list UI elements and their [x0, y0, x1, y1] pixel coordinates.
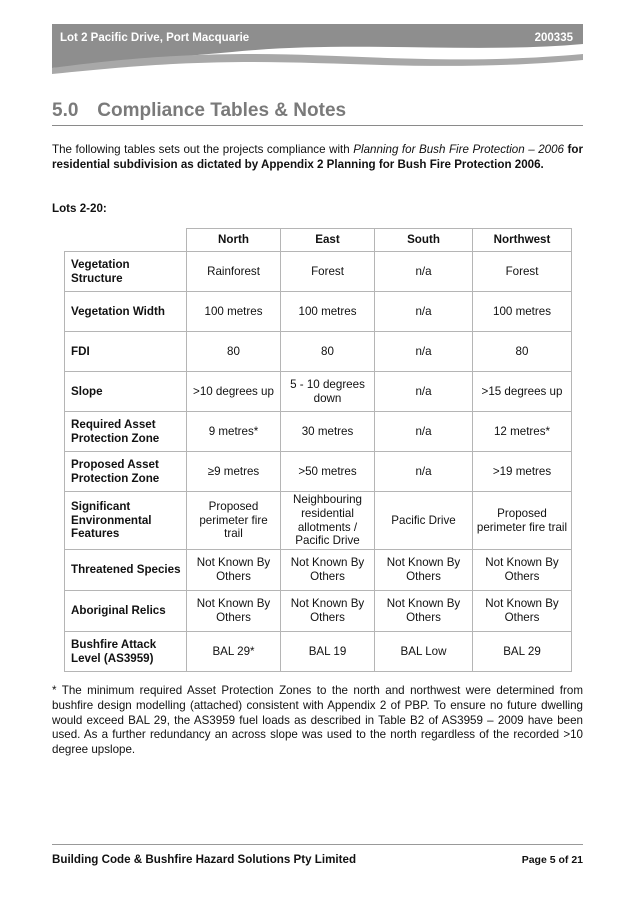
table-cell: Not Known By Others — [473, 591, 572, 632]
table-cell: 80 — [281, 332, 375, 372]
table-row — [65, 550, 572, 591]
intro-lead: The following tables sets out the projects compliance with — [52, 143, 354, 156]
footer-company: Building Code & Bushfire Hazard Solutions Pty Limited — [52, 853, 357, 866]
table-cell: BAL 29* — [187, 632, 281, 672]
row-label: FDI — [65, 332, 187, 372]
table-cell: Not Known By Others — [281, 591, 375, 632]
intro-bold-text: for residential subdivision as dictated by Appendix 2 Planning for Bush Fire Protection 2006. — [52, 143, 583, 171]
lots-label: Lots 2-20: — [52, 202, 107, 215]
table-cell: >50 metres — [281, 452, 375, 492]
row-label: Slope — [65, 372, 187, 412]
row-label: Proposed Asset Protection Zone — [65, 452, 187, 492]
table-cell: n/a — [375, 412, 473, 452]
table-cell: 12 metres* — [473, 412, 572, 452]
table-cell: Neighbouring residential allotments / Pacific Drive — [281, 492, 375, 550]
table-cell: Not Known By Others — [375, 591, 473, 632]
table-cell: 80 — [473, 332, 572, 372]
table-cell: n/a — [375, 332, 473, 372]
table-cell: >15 degrees up — [473, 372, 572, 412]
table-cell: n/a — [375, 252, 473, 292]
table-cell: >19 metres — [473, 452, 572, 492]
table-cell: Forest — [473, 252, 572, 292]
table-cell: 100 metres — [473, 292, 572, 332]
table-cell: 80 — [187, 332, 281, 372]
column-header-north: North — [187, 229, 281, 252]
compliance-table — [64, 228, 572, 672]
table-cell: Not Known By Others — [473, 550, 572, 591]
header-title: Lot 2 Pacific Drive, Port Macquarie — [60, 32, 250, 44]
table-cell: n/a — [375, 372, 473, 412]
column-header-south: South — [375, 229, 473, 252]
table-cell: Forest — [281, 252, 375, 292]
table-cell: Not Known By Others — [375, 550, 473, 591]
table-cell: Not Known By Others — [281, 550, 375, 591]
row-label: Threatened Species — [65, 550, 187, 591]
intro-document-title: Planning for Bush Fire Protection – 2006 — [353, 143, 564, 156]
table-row — [65, 332, 572, 372]
table-row — [65, 591, 572, 632]
section-title: Compliance Tables & Notes — [97, 100, 347, 121]
table-cell: 9 metres* — [187, 412, 281, 452]
row-label: Required Asset Protection Zone — [65, 412, 187, 452]
table-cell: Pacific Drive — [375, 492, 473, 550]
table-row — [65, 632, 572, 672]
table-row — [65, 252, 572, 292]
row-label: Vegetation Structure — [65, 252, 187, 292]
section-heading — [52, 100, 583, 126]
footer-divider — [52, 844, 583, 845]
table-cell: BAL 19 — [281, 632, 375, 672]
column-header-east: East — [281, 229, 375, 252]
section-number: 5.0 — [52, 100, 79, 121]
table-cell: Not Known By Others — [187, 591, 281, 632]
table-cell: ≥9 metres — [187, 452, 281, 492]
table-row — [65, 412, 572, 452]
table-row — [65, 452, 572, 492]
table-corner-cell — [65, 229, 187, 252]
table-row — [65, 292, 572, 332]
table-cell: 100 metres — [187, 292, 281, 332]
row-label: Aboriginal Relics — [65, 591, 187, 632]
table-cell: n/a — [375, 452, 473, 492]
row-label: Bushfire Attack Level (AS3959) — [65, 632, 187, 672]
footnote-paragraph: * The minimum required Asset Protection Zones to the north and northwest were determined from bushfire design modelling (attached) consistent with Appendix 2 of PBP. To ensure no future dwelling would exceed BAL 29, the AS3959 fuel loads as described in Table B2 of AS3959 – 2009 have been used. As a further redundancy an across slope was used to the north regardless of the recorded >10 degree upslope. — [52, 684, 583, 757]
table-cell: Not Known By Others — [187, 550, 281, 591]
table-cell: 100 metres — [281, 292, 375, 332]
table-cell: >10 degrees up — [187, 372, 281, 412]
column-header-northwest: Northwest — [473, 229, 572, 252]
table-cell: BAL Low — [375, 632, 473, 672]
row-label: Vegetation Width — [65, 292, 187, 332]
intro-paragraph — [52, 143, 583, 173]
table-cell: Proposed perimeter fire trail — [473, 492, 572, 550]
row-label: Significant Environmental Features — [65, 492, 187, 550]
table-cell: Rainforest — [187, 252, 281, 292]
table-cell: n/a — [375, 292, 473, 332]
table-header-row — [65, 229, 572, 252]
table-cell: BAL 29 — [473, 632, 572, 672]
footer-page-number: Page 5 of 21 — [521, 854, 583, 866]
table-row — [65, 372, 572, 412]
header-project-code: 200335 — [534, 32, 573, 44]
table-row — [65, 492, 572, 550]
table-cell: 5 - 10 degrees down — [281, 372, 375, 412]
page-header — [52, 24, 583, 76]
table-cell: 30 metres — [281, 412, 375, 452]
table-cell: Proposed perimeter fire trail — [187, 492, 281, 550]
